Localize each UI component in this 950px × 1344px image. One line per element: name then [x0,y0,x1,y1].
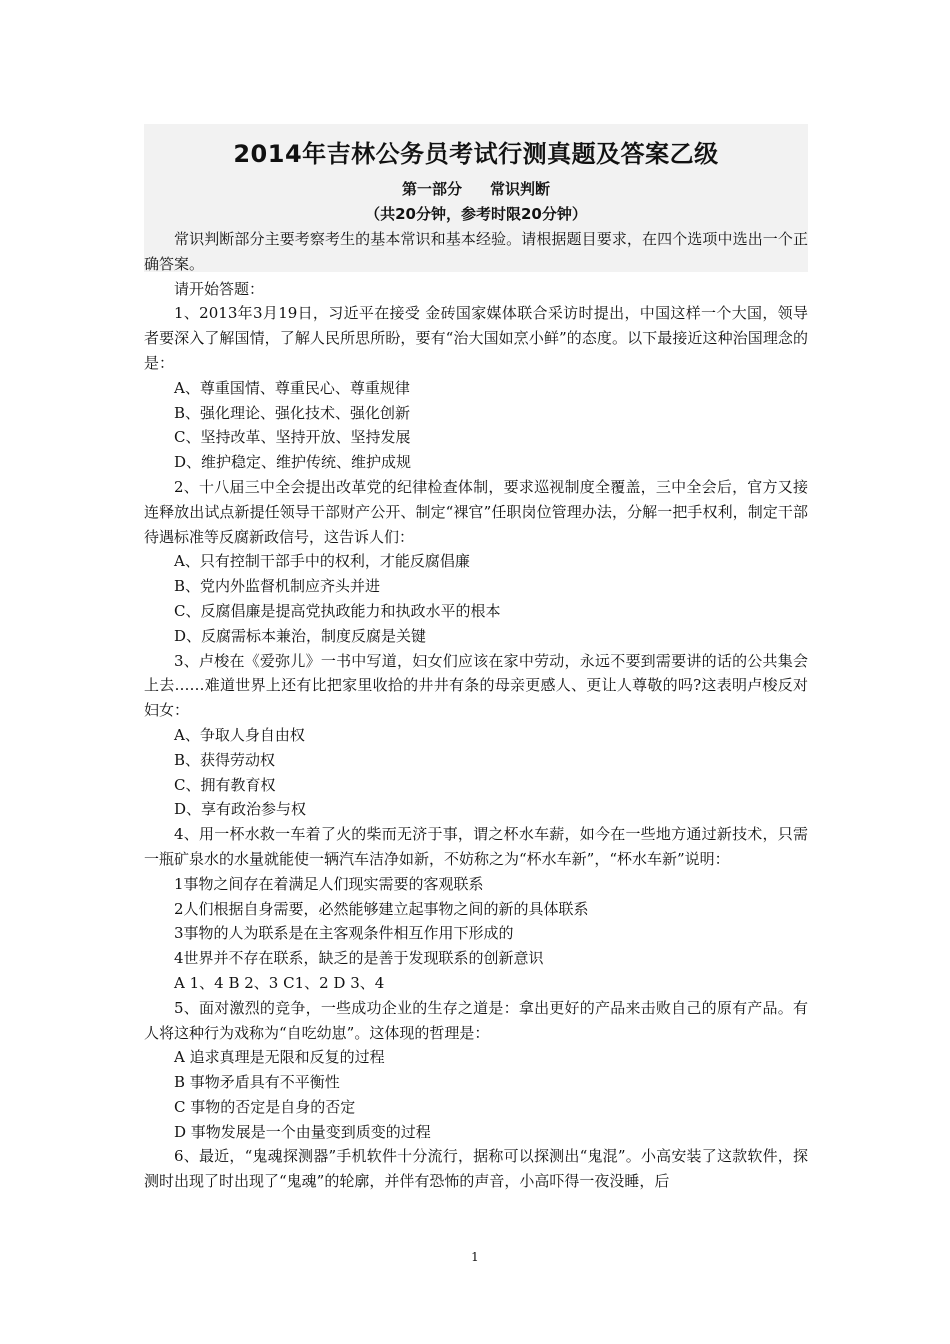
answer-option: A 1、4 B 2、3 C1、2 D 3、4 [174,973,385,992]
section-part: 第一部分 [401,180,462,198]
page-number: 1 [471,1250,479,1264]
answer-option: A、争取人身自由权 [174,725,305,744]
answer-option: B、获得劳动权 [174,750,276,769]
answer-option: B、党内外监督机制应齐头并进 [174,577,381,596]
answer-option: 4世界并不存在联系，缺乏的是善于发现联系的创新意识 [174,949,544,968]
document-body [144,227,808,1194]
section-name: 常识判断 [490,180,551,198]
intro-paragraph: 常识判断部分主要考察考生的基本常识和基本经验。请根据题目要求，在四个选项中选出一个正确答案。 [144,230,808,273]
answer-option: A、只有控制干部手中的权利，才能反腐倡廉 [174,552,470,571]
answer-option: D 事物发展是一个由量变到质变的过程 [174,1122,431,1141]
answer-option: A、尊重国情、尊重民心、尊重规律 [174,378,410,397]
question-stem: 2、十八届三中全会提出改革党的纪律检查体制，要求巡视制度全覆盖，三中全会后，官方又接连释放出试点新提任领导干部财产公开、制定“裸官”任职岗位管理办法，分解一把手权利，制定干部待遇标准等反腐新政信号，这告诉人们： [144,477,808,546]
question-stem: 3、卢梭在《爱弥儿》一书中写道，妇女们应该在家中劳动，永远不要到需要讲的话的公共集会上去……难道世界上还有比把家里收拾的井井有条的母亲更感人、更让人尊敬的吗?这表明卢梭反对妇女： [144,651,808,720]
answer-option: 1事物之间存在着满足人们现实需要的客观联系 [174,874,484,893]
answer-option: B、强化理论、强化技术、强化创新 [174,403,411,422]
answer-option: D、反腐需标本兼治，制度反腐是关键 [174,626,427,645]
question-stem: 6、最近，“鬼魂探测器”手机软件十分流行，据称可以探测出“鬼混”。小高安装了这款软件，探测时出现了时出现了“鬼魂”的轮廓，并伴有恐怖的声音，小高吓得一夜没睡，后 [144,1147,808,1191]
answer-option: C 事物的否定是自身的否定 [174,1097,356,1116]
answer-option: 3事物的人为联系是在主客观条件相互作用下形成的 [174,924,514,943]
answer-option: B 事物矛盾具有不平衡性 [174,1073,340,1092]
answer-option: 2人们根据自身需要，必然能够建立起事物之间的新的具体联系 [174,899,589,918]
start-instruction: 请开始答题： [174,279,265,298]
document-title: 2014年吉林公务员考试行测真题及答案乙级 [233,140,719,168]
question-stem: 4、用一杯水救一车着了火的柴而无济于事，谓之杯水车薪，如今在一些地方通过新技术，只需一瓶矿泉水的水量就能使一辆汽车洁净如新，不妨称之为“杯水车新”，“杯水车新”说明： [144,825,808,868]
answer-option: A 追求真理是无限和反复的过程 [174,1048,385,1067]
answer-option: D、享有政治参与权 [174,800,307,819]
section-timing: （共20分钟，参考时限20分钟） [365,205,587,223]
question-stem: 1、2013年3月19日，习近平在接受 金砖国家媒体联合采访时提出，中国这样一个大国，领导者要深入了解国情，了解人民所思所盼，要有“治大国如烹小鲜”的态度。以下最接近这种治国理念的是： [144,304,808,372]
answer-option: C、拥有教育权 [174,775,276,794]
answer-option: C、反腐倡廉是提高党执政能力和执政水平的根本 [174,601,501,620]
section-heading [144,178,808,199]
answer-option: C、坚持改革、坚持开放、坚持发展 [174,428,411,447]
answer-option: D、维护稳定、维护传统、维护成规 [174,453,412,472]
question-stem: 5、面对激烈的竞争，一些成功企业的生存之道是：拿出更好的产品来击败自己的原有产品。有人将这种行为戏称为“自吃幼崽”。这体现的哲理是： [144,998,808,1042]
